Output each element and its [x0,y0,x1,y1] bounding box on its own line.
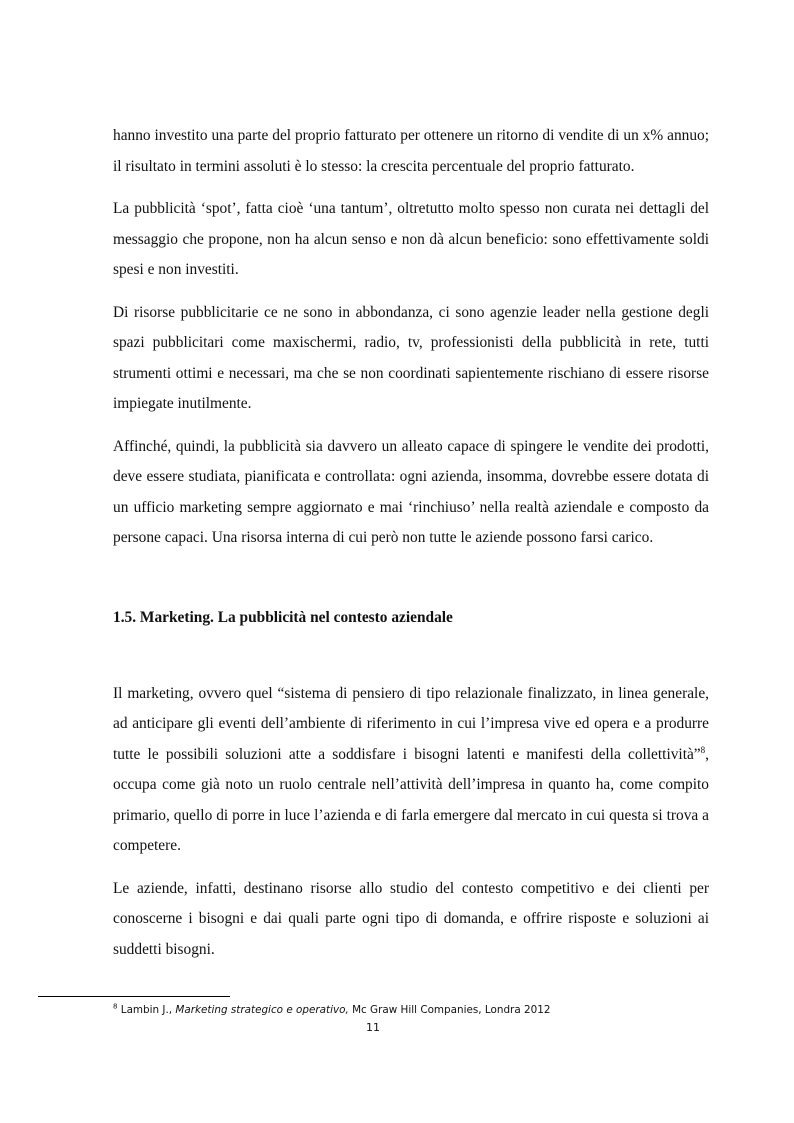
paragraph-3: Di risorse pubblicitarie ce ne sono in abbondanza, ci sono agenzie leader nella gestione degli spazi pubblicitari come maxischermi, radio, tv, professionisti della pubblicità in rete, tutti strumenti ottimi e necessari, ma che se non coordinati sapientemente rischiano di essere risorse impiegate inutilmente. [113,303,709,412]
page-number: 11 [366,1021,380,1034]
marketing-text-after-note: , occupa come già noto un ruolo centrale nell’attività dell’impresa in quanto ha, come compito primario, quello di porre in luce l’azienda e di farla emergere dal mercato in cui questa si trova a competere. [113,745,709,854]
footnote [113,1002,713,1018]
paragraph-marketing [113,679,709,862]
footnote-title: Marketing strategico e operativo, [175,1004,349,1016]
paragraph-1: hanno investito una parte del proprio fatturato per ottenere un ritorno di vendite di un x% annuo; il risultato in termini assoluti è lo stesso: la crescita percentuale del proprio fatturato. [113,127,709,175]
body-text [113,121,709,977]
section-heading: 1.5. Marketing. La pubblicità nel contesto aziendale [113,608,453,626]
paragraph-closing: Le aziende, infatti, destinano risorse allo studio del contesto competitivo e dei clienti per conoscerne i bisogni e dai quali parte ogni tipo di domanda, e offrire risposte e soluzioni ai suddetti bisogni. [113,879,709,958]
footnote-author: Lambin J., [120,1004,176,1016]
paragraph-2: La pubblicità ‘spot’, fatta cioè ‘una tantum’, oltretutto molto spesso non curata nei dettagli del messaggio che propone, non ha alcun senso e non dà alcun beneficio: sono effettivamente soldi spesi e non investiti. [113,200,709,278]
paragraph-4: Affinché, quindi, la pubblicità sia davvero un alleato capace di spingere le vendite dei prodotti, deve essere studiata, pianificata e controllata: ogni azienda, insomma, dovrebbe essere dotata di un ufficio marketing sempre aggiornato e mai ‘rinchiuso’ nella realtà aziendale e composto da persone capaci. Una risorsa interna di cui però non tutte le aziende possono farsi carico. [113,437,709,546]
footnote-publisher: Mc Graw Hill Companies, Londra 2012 [348,1004,551,1016]
footnote-divider [38,996,230,997]
marketing-text-before-note: Il marketing, ovvero quel “sistema di pensiero di tipo relazionale finalizzato, in linea generale, ad anticipare gli eventi dell’ambiente di riferimento in cui l’impresa vive ed opera e a produrre tutte le possibili soluzioni atte a soddisfare i bisogni latenti e manifesti della collettività” [113,684,709,763]
footnote-reference[interactable]: 8 [700,744,706,755]
footnote-number: 8 [113,1002,118,1011]
